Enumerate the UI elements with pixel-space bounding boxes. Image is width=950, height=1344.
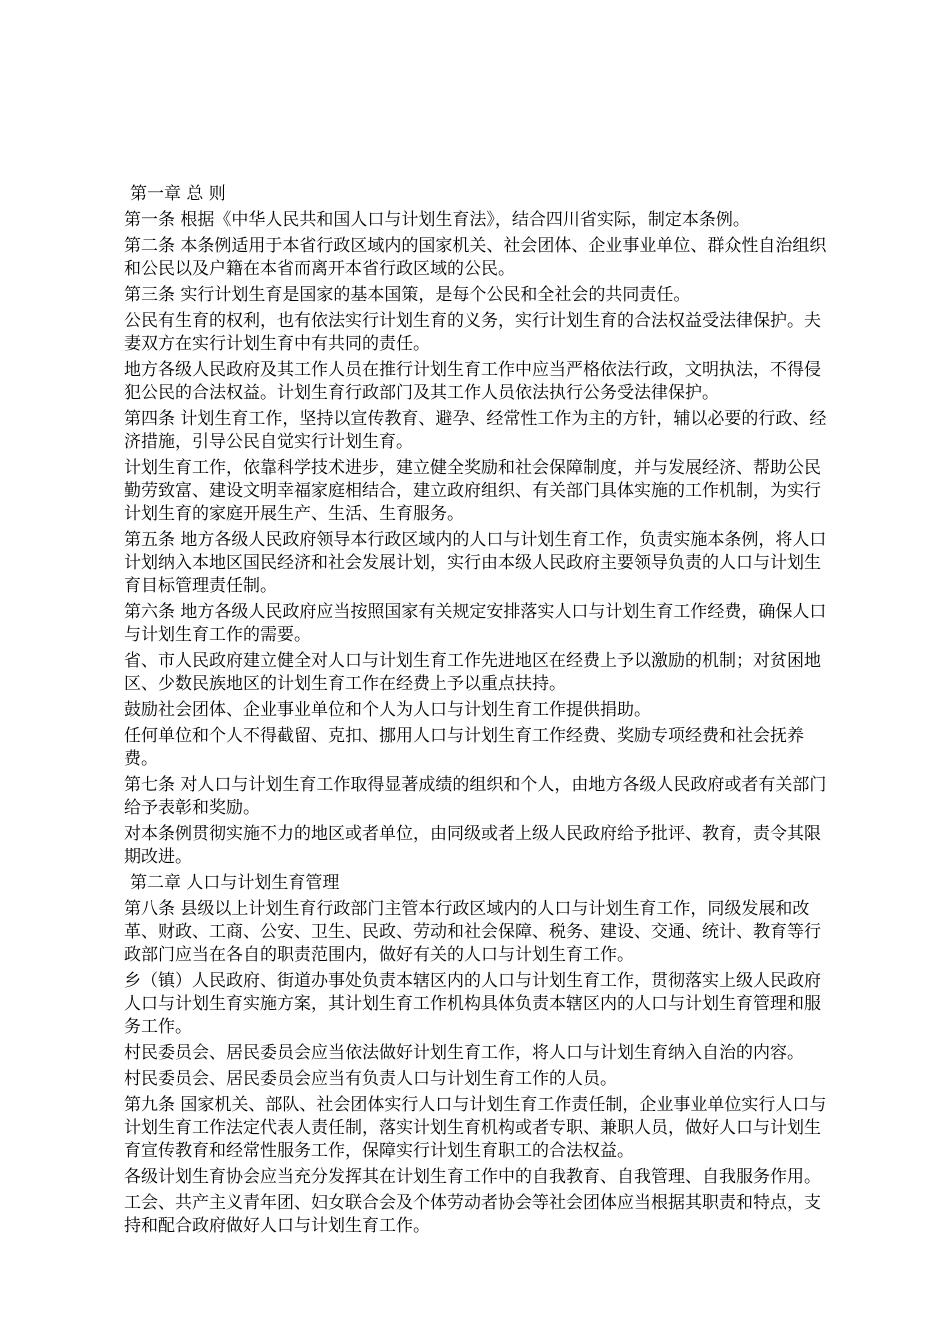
- article-paragraph: 第六条 地方各级人民政府应当按照国家有关规定安排落实人口与计划生育工作经费，确保人口与计划生育工作的需要。: [124, 602, 827, 645]
- article-paragraph: 第一条 根据《中华人民共和国人口与计划生育法》，结合四川省实际，制定本条例。: [124, 210, 750, 230]
- article-paragraph: 第三条 实行计划生育是国家的基本国策，是每个公民和全社会的共同责任。: [124, 285, 691, 305]
- article-paragraph: 对本条例贯彻实施不力的地区或者单位，由同级或者上级人民政府给予批评、教育，责令其限期改进。: [124, 824, 821, 867]
- chapter-heading: 第一章 总 则: [130, 184, 226, 204]
- article-paragraph: 地方各级人民政府及其工作人员在推行计划生育工作中应当严格依法行政，文明执法，不得侵犯公民的合法权益。计划生育行政部门及其工作人员依法执行公务受法律保护。: [124, 360, 821, 403]
- article-paragraph: 第七条 对人口与计划生育工作取得显著成绩的组织和个人，由地方各级人民政府或者有关部门给予表彰和奖励。: [124, 775, 827, 818]
- article-paragraph: 鼓励社会团体、企业事业单位和个人为人口与计划生育工作提供捐助。: [124, 700, 651, 720]
- chapter-heading: 第二章 人口与计划生育管理: [130, 873, 340, 893]
- article-paragraph: 村民委员会、居民委员会应当有负责人口与计划生育工作的人员。: [124, 1069, 617, 1089]
- article-paragraph: 第八条 县级以上计划生育行政部门主管本行政区域内的人口与计划生育工作，同级发展和改革、财政、工商、公安、卫生、民政、劳动和社会保障、税务、建设、交通、统计、教育等行政部门应当在各自的职责范围内，做好有关的人口与计划生育工作。: [124, 899, 821, 965]
- article-paragraph: 第九条 国家机关、部队、社会团体实行人口与计划生育工作责任制，企业事业单位实行人口与计划生育工作法定代表人责任制，落实计划生育机构或者专职、兼职人员，做好人口与计划生育宣传教育和经常性服务工作，保障实行计划生育职工的合法权益。: [124, 1095, 827, 1161]
- article-paragraph: 村民委员会、居民委员会应当依法做好计划生育工作，将人口与计划生育纳入自治的内容。: [124, 1043, 804, 1063]
- article-paragraph: 各级计划生育协会应当充分发挥其在计划生育工作中的自我教育、自我管理、自我服务作用。: [124, 1167, 821, 1187]
- article-paragraph: 省、市人民政府建立健全对人口与计划生育工作先进地区在经费上予以激励的机制；对贫困地区、少数民族地区的计划生育工作在经费上予以重点扶持。: [124, 651, 821, 694]
- article-paragraph: 任何单位和个人不得截留、克扣、挪用人口与计划生育工作经费、奖励专项经费和社会抚养费。: [124, 726, 804, 769]
- article-paragraph: 工会、共产主义青年团、妇女联合会及个体劳动者协会等社会团体应当根据其职责和特点，支持和配合政府做好人口与计划生育工作。: [124, 1193, 821, 1236]
- article-paragraph: 乡（镇）人民政府、街道办事处负责本辖区内的人口与计划生育工作，贯彻落实上级人民政府人口与计划生育实施方案，其计划生育工作机构具体负责本辖区内的人口与计划生育管理和服务工作。: [124, 971, 821, 1037]
- article-paragraph: 第四条 计划生育工作，坚持以宣传教育、避孕、经常性工作为主的方针，辅以必要的行政、经济措施，引导公民自觉实行计划生育。: [124, 409, 827, 452]
- document-body: [124, 183, 836, 1241]
- article-paragraph: 第五条 地方各级人民政府领导本行政区域内的人口与计划生育工作，负责实施本条例，将人口计划纳入本地区国民经济和社会发展计划，实行由本级人民政府主要领导负责的人口与计划生育目标管理责任制。: [124, 530, 827, 596]
- article-paragraph: 公民有生育的权利，也有依法实行计划生育的义务，实行计划生育的合法权益受法律保护。夫妻双方在实行计划生育中有共同的责任。: [124, 311, 821, 354]
- article-paragraph: 计划生育工作，依靠科学技术进步，建立健全奖励和社会保障制度，并与发展经济、帮助公民勤劳致富、建设文明幸福家庭相结合，建立政府组织、有关部门具体实施的工作机制，为实行计划生育的家庭开展生产、生活、生育服务。: [124, 458, 821, 524]
- article-paragraph: 第二条 本条例适用于本省行政区域内的国家机关、社会团体、企业事业单位、群众性自治组织和公民以及户籍在本省而离开本省行政区域的公民。: [124, 236, 827, 279]
